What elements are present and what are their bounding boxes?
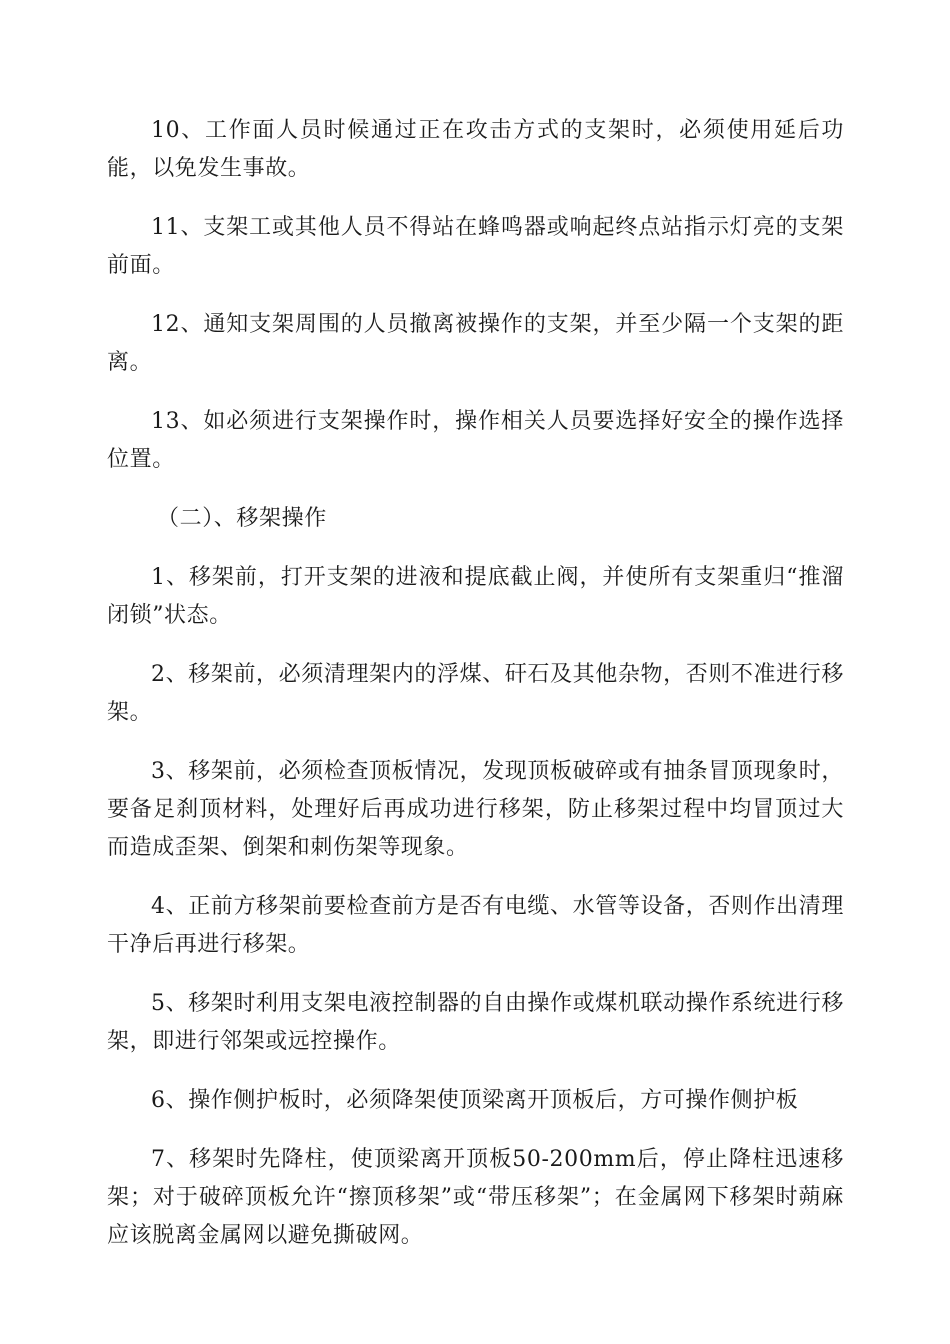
- section-paragraph-3: 3、移架前，必须检查顶板情况，发现顶板破碎或有抽条冒顶现象时，要备足刹顶材料，处理好后再成功进行移架，防止移架过程中均冒顶过大而造成歪架、倒架和刺伤架等现象。: [107, 759, 844, 860]
- section-paragraph-1: 1、移架前，打开支架的进液和提底截止阀，并使所有支架重归“推溜闭锁”状态。: [107, 565, 844, 628]
- section-paragraph-5: 5、移架时利用支架电液控制器的自由操作或煤机联动操作系统进行移架，即进行邻架或远控操作。: [107, 991, 844, 1054]
- section-paragraph-7: 7、移架时先降柱，使顶梁离开顶板50-200mm后，停止降柱迅速移架；对于破碎顶板允许“擦顶移架”或“带压移架”；在金属网下移架时蒴麻应该脱离金属网以避免撕破网。: [107, 1147, 844, 1248]
- paragraph-item-10: 10、工作面人员时候通过正在攻击方式的支架时，必须使用延后功能，以免发生事故。: [107, 118, 844, 181]
- paragraph-item-13: 13、如必须进行支架操作时，操作相关人员要选择好安全的操作选择位置。: [107, 409, 844, 472]
- document-body: [107, 112, 844, 1276]
- paragraph-item-11: 11、支架工或其他人员不得站在蜂鸣器或响起终点站指示灯亮的支架前面。: [107, 215, 844, 278]
- paragraph-item-12: 12、通知支架周围的人员撤离被操作的支架，并至少隔一个支架的距离。: [107, 312, 844, 375]
- section-paragraph-2: 2、移架前，必须清理架内的浮煤、矸石及其他杂物，否则不准进行移架。: [107, 662, 844, 725]
- section-paragraph-4: 4、正前方移架前要检查前方是否有电缆、水管等设备，否则作出清理干净后再进行移架。: [107, 894, 844, 957]
- section-paragraph-6: 6、操作侧护板时，必须降架使顶梁离开顶板后，方可操作侧护板: [151, 1088, 799, 1113]
- section-heading: （二）、移架操作: [157, 506, 327, 531]
